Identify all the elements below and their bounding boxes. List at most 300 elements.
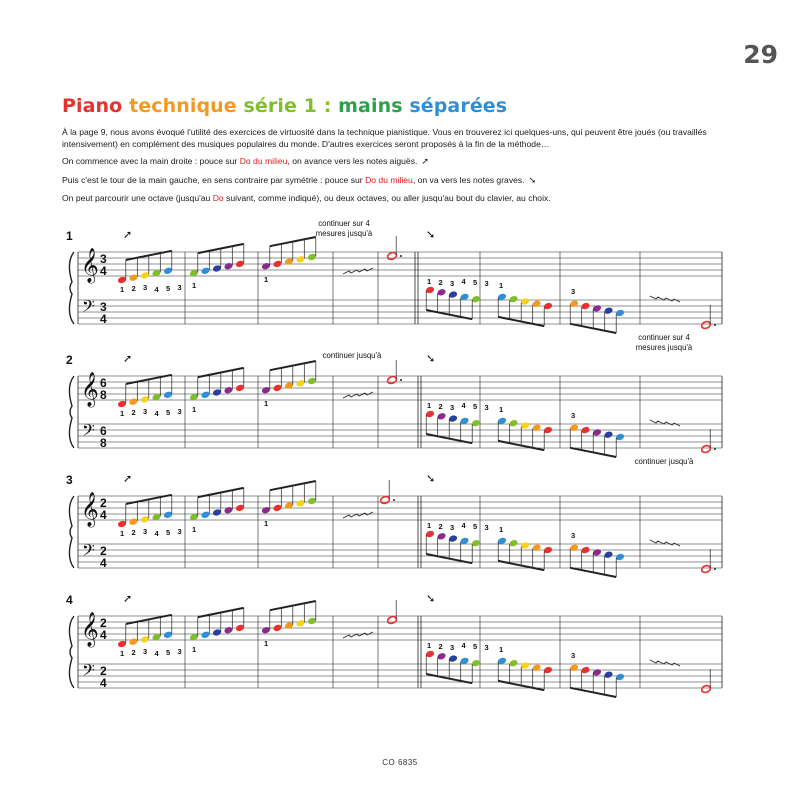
time-signature-top: 6 xyxy=(100,376,107,390)
note-head xyxy=(520,421,530,430)
beam xyxy=(498,441,544,450)
arrow-down-right-icon: ➘ xyxy=(426,353,436,365)
finger-number: 2 xyxy=(131,284,136,293)
note-head xyxy=(296,499,306,508)
dot xyxy=(714,324,716,326)
note-head xyxy=(284,381,294,390)
finger-number: 3 xyxy=(177,407,182,416)
intro-line-right-hand xyxy=(62,156,752,168)
note-head xyxy=(509,539,519,548)
note-head xyxy=(189,513,199,522)
note-head xyxy=(569,544,579,553)
note-head xyxy=(592,304,602,313)
note-head xyxy=(448,290,458,299)
finger-number: 5 xyxy=(166,648,171,657)
bass-clef-icon: 𝄢 xyxy=(82,542,95,564)
text-segment: , on avance vers les notes aiguës. xyxy=(287,156,418,167)
finger-number: 3 xyxy=(450,279,455,288)
note-head xyxy=(425,286,435,295)
note-head xyxy=(581,666,591,675)
text-segment: On commence avec la main droite : pouce sur xyxy=(62,156,240,167)
arrow-up-right-icon: ➚ xyxy=(123,473,133,485)
note-head xyxy=(152,513,162,522)
note-head xyxy=(117,276,127,285)
beam xyxy=(570,688,616,697)
note-head xyxy=(224,506,234,515)
note-head xyxy=(235,384,245,393)
beam xyxy=(498,317,544,326)
exercise-number: 2 xyxy=(66,353,73,367)
beam xyxy=(126,251,172,260)
beam xyxy=(570,324,616,333)
finger-number: 5 xyxy=(473,278,478,287)
target-half-note xyxy=(387,615,398,624)
note-head xyxy=(520,541,530,550)
note-head xyxy=(235,260,245,269)
continuation-squiggle xyxy=(343,632,373,638)
note-head xyxy=(569,424,579,433)
finger-number: 3 xyxy=(143,407,148,416)
time-signature-bottom: 4 xyxy=(100,556,107,570)
title-part: série 1 : xyxy=(243,95,339,117)
note-head xyxy=(284,501,294,510)
note-head xyxy=(235,624,245,633)
note-head xyxy=(201,391,211,400)
finger-number: 2 xyxy=(131,648,136,657)
time-signature-top: 2 xyxy=(100,664,107,678)
finger-number: 4 xyxy=(461,641,466,650)
continuation-squiggle xyxy=(343,268,373,274)
continuation-squiggle xyxy=(650,296,680,302)
note-head xyxy=(273,504,283,513)
note-head xyxy=(261,386,271,395)
bass-clef-icon: 𝄢 xyxy=(82,298,95,320)
note-head xyxy=(437,412,447,421)
text-segment: suivant, comme indiqué), ou deux octaves, ou aller jusqu'au bout du clavier, au choix. xyxy=(223,193,551,204)
finger-number: 1 xyxy=(264,275,269,284)
continue-annotation: mesures jusqu'à xyxy=(635,343,693,352)
continuation-squiggle xyxy=(343,512,373,518)
catalog-number: CO 6835 xyxy=(382,758,418,767)
finger-number: 5 xyxy=(473,642,478,651)
note-head xyxy=(224,386,234,395)
note-head xyxy=(296,255,306,264)
intro-line-left-hand xyxy=(62,175,752,187)
finger-number: 2 xyxy=(438,642,443,651)
dot xyxy=(714,568,716,570)
note-head xyxy=(460,417,470,426)
note-head xyxy=(497,417,507,426)
continuation-squiggle xyxy=(343,392,373,398)
finger-number: 1 xyxy=(120,409,125,418)
note-head xyxy=(152,269,162,278)
note-head xyxy=(212,264,222,273)
note-head xyxy=(307,253,317,262)
note-head xyxy=(520,661,530,670)
note-head xyxy=(520,297,530,306)
note-head xyxy=(569,664,579,673)
finger-number: 4 xyxy=(461,277,466,286)
note-head xyxy=(189,393,199,402)
time-signature-top: 2 xyxy=(100,496,107,510)
finger-number: 3 xyxy=(177,647,182,656)
continue-annotation: continuer sur 4 xyxy=(638,333,690,342)
finger-number: 1 xyxy=(264,639,269,648)
finger-number: 1 xyxy=(192,281,197,290)
time-signature-bottom: 4 xyxy=(100,312,107,326)
note-head xyxy=(117,520,127,529)
intro-text xyxy=(62,127,752,212)
note-head xyxy=(140,271,150,280)
finger-number: 1 xyxy=(192,405,197,414)
beam xyxy=(198,488,244,497)
beam xyxy=(270,237,316,246)
note-head xyxy=(163,631,173,640)
arrow-down-right-icon: ➘ xyxy=(528,174,537,185)
finger-number: 1 xyxy=(120,649,125,658)
time-signature-bottom: 4 xyxy=(100,508,107,522)
continue-annotation: continuer jusqu'à xyxy=(634,457,694,466)
highlight-text: Do xyxy=(212,193,224,204)
arrow-down-right-icon: ➘ xyxy=(426,229,436,241)
finger-number: 2 xyxy=(131,408,136,417)
note-head xyxy=(212,508,222,517)
note-head xyxy=(296,619,306,628)
note-head xyxy=(152,393,162,402)
finger-number: 3 xyxy=(571,531,576,540)
finger-number: 4 xyxy=(154,649,159,658)
note-head xyxy=(615,553,625,562)
bass-clef-icon: 𝄢 xyxy=(82,662,95,684)
note-head xyxy=(425,410,435,419)
beam xyxy=(426,310,472,319)
note-head xyxy=(117,640,127,649)
note-head xyxy=(543,426,553,435)
title-part: technique xyxy=(129,95,244,117)
beam xyxy=(498,561,544,570)
title-part: séparées xyxy=(409,95,508,117)
finger-number: 4 xyxy=(461,521,466,530)
dot xyxy=(714,448,716,450)
note-head xyxy=(448,654,458,663)
beam xyxy=(426,674,472,683)
finger-number: 1 xyxy=(427,401,432,410)
continuation-squiggle xyxy=(650,540,680,546)
note-head xyxy=(581,426,591,435)
note-head xyxy=(201,511,211,520)
note-head xyxy=(543,666,553,675)
treble-clef-icon: 𝄞 xyxy=(81,249,99,282)
note-head xyxy=(163,267,173,276)
beam xyxy=(198,368,244,377)
note-head xyxy=(129,517,139,526)
note-head xyxy=(592,428,602,437)
note-head xyxy=(307,497,317,506)
note-head xyxy=(284,257,294,266)
time-signature-top: 3 xyxy=(100,300,107,314)
finger-number: 3 xyxy=(571,651,576,660)
note-head xyxy=(532,544,542,553)
finger-number: 3 xyxy=(177,527,182,536)
beam xyxy=(270,601,316,610)
finger-number: 1 xyxy=(427,277,432,286)
note-head xyxy=(471,295,481,304)
note-head xyxy=(460,657,470,666)
target-half-note xyxy=(701,320,712,329)
note-head xyxy=(273,624,283,633)
highlight-text: Do du milieu xyxy=(365,174,413,185)
target-half-note xyxy=(387,375,398,384)
target-half-note xyxy=(701,564,712,573)
note-head xyxy=(581,302,591,311)
note-head xyxy=(261,262,271,271)
note-head xyxy=(307,377,317,386)
finger-number: 1 xyxy=(499,281,504,290)
note-head xyxy=(140,395,150,404)
exercise-number: 1 xyxy=(66,229,73,243)
time-signature-bottom: 4 xyxy=(100,628,107,642)
continuation-squiggle xyxy=(650,660,680,666)
finger-number: 1 xyxy=(499,405,504,414)
time-signature-top: 6 xyxy=(100,424,107,438)
brace-icon xyxy=(69,376,74,448)
note-head xyxy=(189,633,199,642)
brace-icon xyxy=(69,616,74,688)
dot xyxy=(400,379,402,381)
arrow-up-right-icon: ➚ xyxy=(123,353,133,365)
note-head xyxy=(509,659,519,668)
note-head xyxy=(235,504,245,513)
note-head xyxy=(224,262,234,271)
time-signature-bottom: 8 xyxy=(100,436,107,450)
note-head xyxy=(273,384,283,393)
beam xyxy=(198,608,244,617)
time-signature-top: 3 xyxy=(100,252,107,266)
finger-number: 1 xyxy=(427,641,432,650)
note-head xyxy=(437,652,447,661)
time-signature-top: 2 xyxy=(100,544,107,558)
beam xyxy=(126,495,172,504)
beam xyxy=(270,361,316,370)
finger-number: 3 xyxy=(450,523,455,532)
note-head xyxy=(437,288,447,297)
finger-number: 3 xyxy=(571,411,576,420)
finger-number: 2 xyxy=(438,402,443,411)
note-head xyxy=(471,539,481,548)
finger-number: 5 xyxy=(473,402,478,411)
note-head xyxy=(509,419,519,428)
finger-number: 1 xyxy=(192,645,197,654)
arrow-up-right-icon: ➚ xyxy=(123,593,133,605)
intro-paragraph: À la page 9, nous avons évoqué l'utilité des exercices de virtuosité dans la technique pianistique. Vous en trouverez ici quelques-uns, qui peuvent être joués (ou travaillés intensivement) en complément des musiques populaires du monde. D'autres exercices seront proposés à la fin de la méthode… xyxy=(62,127,707,149)
finger-number: 3 xyxy=(177,283,182,292)
note-head xyxy=(437,532,447,541)
note-head xyxy=(471,659,481,668)
note-head xyxy=(201,267,211,276)
note-head xyxy=(604,306,614,315)
note-head xyxy=(212,388,222,397)
note-head xyxy=(201,631,211,640)
finger-number: 4 xyxy=(154,409,159,418)
continue-annotation: mesures jusqu'à xyxy=(315,229,373,238)
time-signature-bottom: 4 xyxy=(100,676,107,690)
finger-number: 4 xyxy=(461,401,466,410)
text-segment: , on va vers les notes graves. xyxy=(412,174,525,185)
arrow-down-right-icon: ➘ xyxy=(426,593,436,605)
finger-number: 1 xyxy=(427,521,432,530)
finger-number: 3 xyxy=(484,403,489,412)
arrow-up-right-icon: ➚ xyxy=(421,156,429,167)
note-head xyxy=(543,546,553,555)
note-head xyxy=(592,548,602,557)
note-head xyxy=(592,668,602,677)
note-head xyxy=(604,550,614,559)
note-head xyxy=(117,400,127,409)
target-half-note xyxy=(701,444,712,453)
highlight-text: Do du milieu xyxy=(239,156,288,167)
beam xyxy=(498,681,544,690)
note-head xyxy=(569,300,579,309)
note-head xyxy=(460,537,470,546)
finger-number: 2 xyxy=(438,278,443,287)
text-segment: Puis c'est le tour de la main gauche, en sens contraire par symétrie : pouce sur xyxy=(62,174,366,185)
time-signature-bottom: 4 xyxy=(100,264,107,278)
finger-number: 5 xyxy=(473,522,478,531)
note-head xyxy=(604,430,614,439)
intro-line-octave xyxy=(62,193,752,205)
finger-number: 2 xyxy=(438,522,443,531)
note-head xyxy=(261,626,271,635)
note-head xyxy=(140,635,150,644)
time-signature-top: 2 xyxy=(100,616,107,630)
note-head xyxy=(497,537,507,546)
continuation-squiggle xyxy=(650,420,680,426)
note-head xyxy=(581,546,591,555)
finger-number: 3 xyxy=(571,287,576,296)
bass-clef-icon: 𝄢 xyxy=(82,422,95,444)
title-part: Piano xyxy=(62,95,130,117)
arrow-down-right-icon: ➘ xyxy=(426,473,436,485)
treble-clef-icon: 𝄞 xyxy=(81,493,99,526)
beam xyxy=(126,375,172,384)
note-head xyxy=(460,293,470,302)
note-head xyxy=(509,295,519,304)
note-head xyxy=(471,419,481,428)
note-head xyxy=(129,397,139,406)
note-head xyxy=(140,515,150,524)
beam xyxy=(570,568,616,577)
note-head xyxy=(532,664,542,673)
time-signature-bottom: 8 xyxy=(100,388,107,402)
note-head xyxy=(163,391,173,400)
finger-number: 4 xyxy=(154,285,159,294)
note-head xyxy=(532,300,542,309)
note-head xyxy=(604,670,614,679)
note-head xyxy=(189,269,199,278)
finger-number: 3 xyxy=(143,283,148,292)
note-head xyxy=(448,534,458,543)
note-head xyxy=(615,309,625,318)
text-segment: On peut parcourir une octave (jusqu'au xyxy=(62,193,213,204)
note-head xyxy=(224,626,234,635)
finger-number: 5 xyxy=(166,284,171,293)
note-head xyxy=(497,293,507,302)
finger-number: 3 xyxy=(143,527,148,536)
target-half-note xyxy=(380,495,391,504)
finger-number: 3 xyxy=(450,643,455,652)
finger-number: 1 xyxy=(499,525,504,534)
note-head xyxy=(212,628,222,637)
beam xyxy=(270,481,316,490)
finger-number: 5 xyxy=(166,528,171,537)
treble-clef-icon: 𝄞 xyxy=(81,373,99,406)
finger-number: 1 xyxy=(120,285,125,294)
note-head xyxy=(284,621,294,630)
finger-number: 1 xyxy=(120,529,125,538)
continue-annotation: continuer jusqu'à xyxy=(322,351,382,360)
target-half-note xyxy=(701,684,712,693)
brace-icon xyxy=(69,252,74,324)
note-head xyxy=(273,260,283,269)
finger-number: 3 xyxy=(484,643,489,652)
note-head xyxy=(425,650,435,659)
note-head xyxy=(163,511,173,520)
note-head xyxy=(497,657,507,666)
note-head xyxy=(152,633,162,642)
finger-number: 2 xyxy=(131,528,136,537)
treble-clef-icon: 𝄞 xyxy=(81,613,99,646)
brace-icon xyxy=(69,496,74,568)
dot xyxy=(400,255,402,257)
finger-number: 1 xyxy=(499,645,504,654)
finger-number: 1 xyxy=(264,519,269,528)
note-head xyxy=(307,617,317,626)
target-half-note xyxy=(387,251,398,260)
note-head xyxy=(615,433,625,442)
dot xyxy=(393,499,395,501)
beam xyxy=(426,554,472,563)
finger-number: 3 xyxy=(484,279,489,288)
finger-number: 1 xyxy=(264,399,269,408)
title-part: mains xyxy=(338,95,410,117)
finger-number: 1 xyxy=(192,525,197,534)
finger-number: 4 xyxy=(154,529,159,538)
beam xyxy=(198,244,244,253)
finger-number: 3 xyxy=(450,403,455,412)
arrow-up-right-icon: ➚ xyxy=(123,229,133,241)
finger-number: 5 xyxy=(166,408,171,417)
note-head xyxy=(615,673,625,682)
continue-annotation: continuer sur 4 xyxy=(318,219,370,228)
note-head xyxy=(129,273,139,282)
exercise-number: 3 xyxy=(66,473,73,487)
note-head xyxy=(296,379,306,388)
note-head xyxy=(543,302,553,311)
page-title xyxy=(62,95,507,117)
finger-number: 3 xyxy=(484,523,489,532)
note-head xyxy=(425,530,435,539)
exercise-number: 4 xyxy=(66,593,73,607)
beam xyxy=(126,615,172,624)
page-number: 29 xyxy=(743,40,778,69)
beam xyxy=(426,434,472,443)
note-head xyxy=(261,506,271,515)
note-head xyxy=(532,424,542,433)
finger-number: 3 xyxy=(143,647,148,656)
note-head xyxy=(129,637,139,646)
note-head xyxy=(448,414,458,423)
beam xyxy=(570,448,616,457)
